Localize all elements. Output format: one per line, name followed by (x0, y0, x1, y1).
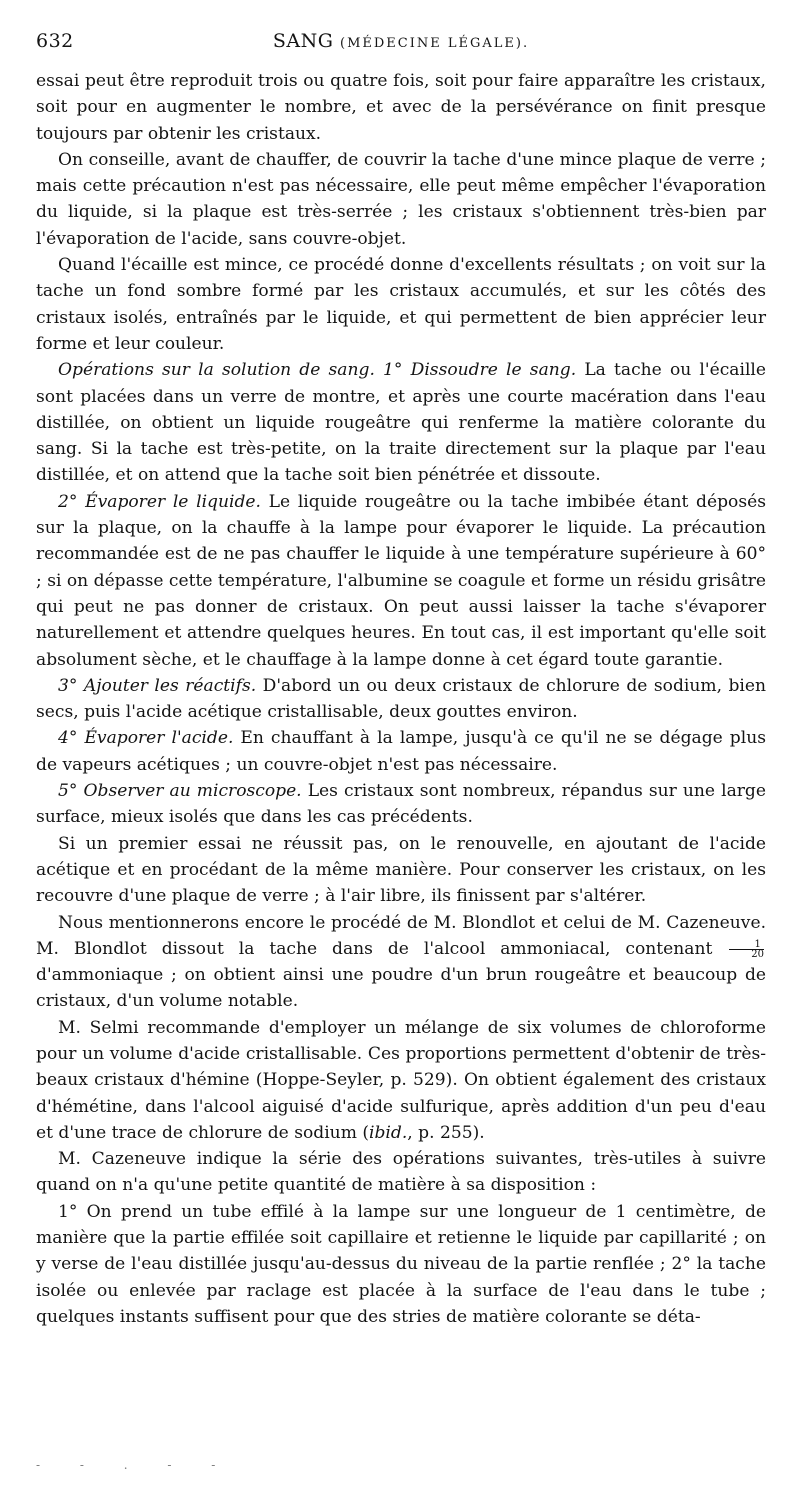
step-4-heading: 4° Évaporer l'acide. (58, 728, 234, 749)
fraction (729, 940, 764, 959)
running-title (36, 30, 766, 52)
paragraph-10 (36, 910, 766, 1015)
paragraph-8 (36, 778, 766, 831)
paragraph-5 (36, 489, 766, 673)
fraction-denominator: 20 (751, 948, 764, 960)
paragraph-5-text: Le liquide rougeâtre ou la tache imbibée étant déposés sur la plaque, on la chauffe à la lampe pour évaporer le liquide. La précaution recommandée est de ne pas chauffer le liquide à une température supérieure à 60° ; si on dépasse cette température, l'albumine se coagule et forme un résidu grisâtre qui peut ne pas donner de cristaux. On peut aussi laisser la tache s'évaporer naturellement et attendre quelques heures. En tout cas, il est important qu'elle soit absolument sèche, et le chauffage à la lampe donne à cet égard toute garantie. (36, 491, 766, 670)
paragraph-11-after: , p. 255). (407, 1122, 485, 1143)
section-heading: Opérations sur la solution de sang. (58, 360, 375, 381)
step-1-heading: 1° Dissoudre le sang. (383, 360, 577, 381)
paragraph-11 (36, 1015, 766, 1146)
page-body (36, 68, 766, 1330)
paragraph-2: On conseille, avant de chauffer, de couvrir la tache d'une mince plaque de verre ; mais cette précaution n'est pas nécessaire, elle peut même empêcher l'évaporation du liquide, si la plaque est très-serrée ; les cristaux s'obtiennent très-bien par l'évaporation de l'acide, sans couvre-objet. (36, 149, 766, 249)
running-header (36, 30, 766, 58)
paragraph-4-text: La tache ou l'écaille sont placées dans un verre de montre, et après une courte macération dans l'eau distillée, on obtient un liquide rougeâtre qui renferme la matière colorante du sang. Si la tache est très-petite, on la traite directement sur la plaque par l'eau distillée, et on attend que la tache soit bien pénétrée et dissoute. (36, 360, 766, 486)
paragraph-6 (36, 673, 766, 726)
paragraph-4 (36, 357, 766, 488)
page-number: 632 (36, 30, 74, 52)
paragraph-10-after: d'ammoniaque ; on obtient ainsi une poudre d'un brun rougeâtre et beaucoup de cristaux, d'un volume notable. (36, 965, 766, 1012)
running-title-main: SANG (272, 30, 334, 52)
paragraph-11-before: M. Selmi recommande d'employer un mélange de six volumes de chloroforme pour un volume d'acide cristallisable. Ces proportions permettent d'obtenir de très-beaux cristaux d'hémine (Hoppe-Seyler, p. 529). On obtient également des cristaux d'hémétine, dans l'alcool aiguisé d'acide sulfurique, après addition d'un peu d'eau et d'une trace de chlorure de sodium ( (36, 1017, 766, 1143)
ibid-reference: ibid. (369, 1122, 408, 1143)
step-5-heading: 5° Observer au microscope. (58, 781, 302, 802)
fraction-numerator: 1 (729, 940, 764, 950)
paragraph-7 (36, 725, 766, 778)
paragraph-6-text: D'abord un ou deux cristaux de chlorure de sodium, bien secs, puis l'acide acétique cristallisable, deux gouttes environ. (36, 675, 766, 723)
paragraph-3: Quand l'écaille est mince, ce procédé donne d'excellents résultats ; on voit sur la tache un fond sombre formé par les cristaux accumulés, et sur les côtés des cristaux isolés, entraînés par le liquide, et qui permettent de bien apprécier leur forme et leur couleur. (36, 255, 766, 354)
paragraph-9: Si un premier essai ne réussit pas, on le renouvelle, en ajoutant de l'acide acétique et en procédant de la même manière. Pour conserver les cristaux, on les recouvre d'une plaque de verre ; à l'air libre, ils finissent par s'altérer. (36, 833, 766, 907)
footer-marks: - - . - - (36, 1458, 234, 1472)
paragraph-13: 1° On prend un tube effilé à la lampe sur une longueur de 1 centimètre, de manière que la partie effilée soit capillaire et retienne le liquide par capillarité ; on y verse de l'eau distillée jusqu'au-dessus du niveau de la partie renflée ; 2° la tache isolée ou enlevée par raclage est placée à la surface de l'eau dans le tube ; quelques instants suffisent pour que des stries de matière colorante se déta- (36, 1201, 766, 1327)
paragraph-12: M. Cazeneuve indique la série des opérations suivantes, très-utiles à suivre quand on n'a qu'une petite quantité de matière à sa disposition : (36, 1149, 766, 1196)
step-3-heading: 3° Ajouter les réactifs. (58, 675, 257, 696)
running-title-sub: (MÉDECINE LÉGALE). (340, 36, 530, 51)
paragraph-8-text: Les cristaux sont nombreux, répandus sur une large surface, mieux isolés que dans les cas précédents. (36, 781, 766, 828)
paragraph-10-before: Nous mentionnerons encore le procédé de M. Blondlot et celui de M. Cazeneuve. M. Blondlot dissout la tache dans de l'alcool ammoniacal, contenant (36, 912, 766, 959)
step-2-heading: 2° Évaporer le liquide. (58, 491, 261, 512)
paragraph-1: essai peut être reproduit trois ou quatre fois, soit pour faire apparaître les cristaux, soit pour en augmenter le nombre, et avec de la persévérance on finit presque toujours par obtenir les cristaux. (36, 71, 766, 144)
paragraph-7-text: En chauffant à la lampe, jusqu'à ce qu'il ne se dégage plus de vapeurs acétiques ; un couvre-objet n'est pas nécessaire. (36, 728, 766, 775)
